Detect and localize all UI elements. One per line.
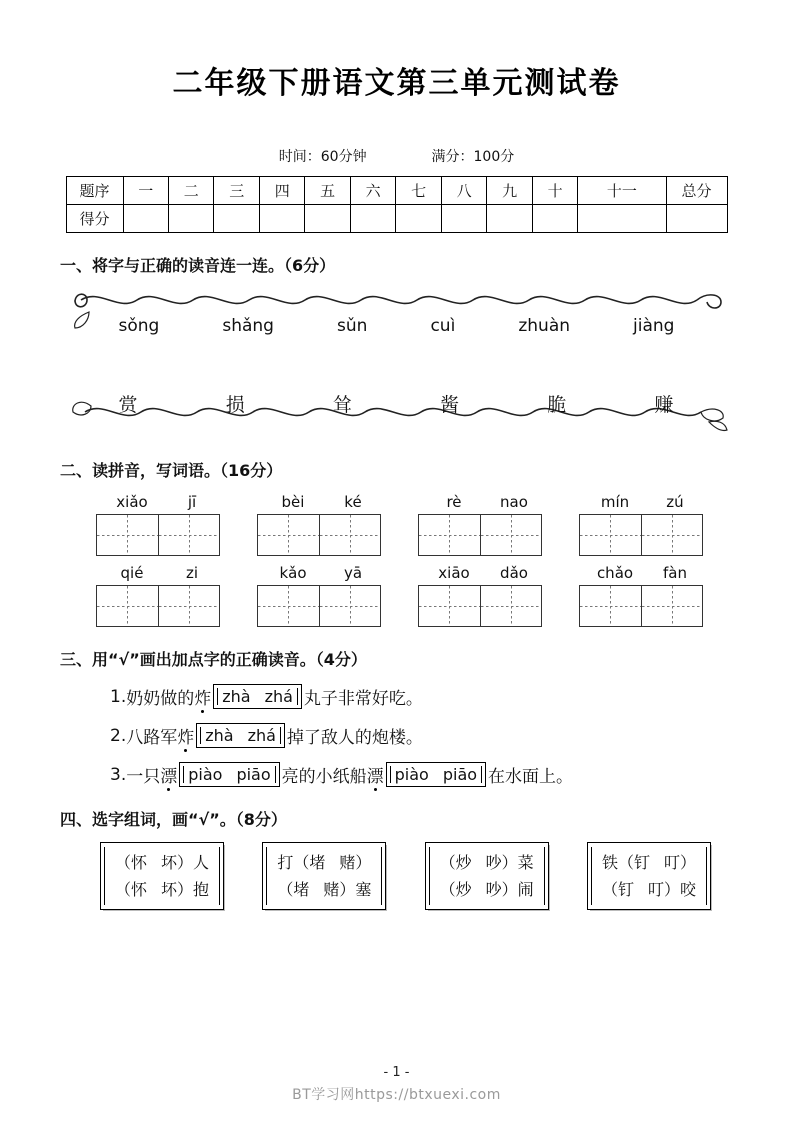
section-4-heading: 四、选字组词，画“√”。（8分） xyxy=(60,810,287,829)
question-number: 2. xyxy=(110,725,127,746)
word-pinyin xyxy=(96,564,224,582)
choice-a[interactable]: （堵 xyxy=(277,880,310,900)
reading-option[interactable]: zhà xyxy=(222,687,251,706)
pinyin-syllable: chǎo xyxy=(596,564,634,582)
word-pinyin xyxy=(418,493,546,511)
choice-b[interactable]: 吵）菜 xyxy=(485,853,534,872)
choose-char-line[interactable] xyxy=(109,849,215,876)
choose-char-exercise xyxy=(48,842,745,910)
write-word-item xyxy=(96,493,224,556)
reading-option[interactable]: zhá xyxy=(247,726,276,745)
write-word-item xyxy=(257,493,385,556)
choose-char-line[interactable] xyxy=(271,876,377,903)
choice-a[interactable]: （怀 xyxy=(115,853,148,872)
exam-full-score: 满分：100分 xyxy=(431,149,515,165)
pinyin-option-6[interactable]: jiàng xyxy=(633,316,675,336)
tianzi-grid[interactable] xyxy=(418,514,542,556)
word-pinyin xyxy=(579,493,707,511)
choice-a[interactable]: （钉 xyxy=(601,880,634,900)
tianzi-cell[interactable] xyxy=(580,586,641,626)
write-word-item xyxy=(579,493,707,556)
score-cell[interactable] xyxy=(441,205,486,233)
score-cell[interactable] xyxy=(259,205,304,233)
dotted-char: 炸 xyxy=(177,723,194,748)
choice-b[interactable]: 坏）人 xyxy=(161,853,210,872)
score-col-5: 五 xyxy=(305,177,350,205)
tianzi-grid[interactable] xyxy=(579,585,703,627)
pinyin-syllable: xiǎo xyxy=(116,493,148,511)
section-3-heading: 三、用“√”画出加点字的正确读音。（4分） xyxy=(60,650,367,669)
question-text-pre: 奶奶做的 xyxy=(126,689,195,709)
pinyin-options-row xyxy=(61,316,733,336)
pinyin-option-2[interactable]: shǎng xyxy=(222,316,274,336)
section-2-heading: 二、读拼音，写词语。（16分） xyxy=(60,461,283,480)
score-col-total: 总分 xyxy=(666,177,727,205)
tianzi-cell[interactable] xyxy=(319,586,381,626)
score-cell[interactable] xyxy=(123,205,168,233)
question-text-end: 在水面上。 xyxy=(488,767,574,787)
pinyin-syllable: nao xyxy=(500,493,528,511)
score-cell[interactable] xyxy=(396,205,441,233)
pinyin-syllable: yā xyxy=(343,564,363,582)
write-word-item xyxy=(418,564,546,627)
reading-option[interactable]: piāo xyxy=(236,765,271,784)
choose-char-group-4[interactable] xyxy=(587,842,711,910)
exam-meta xyxy=(48,146,745,166)
score-col-7: 七 xyxy=(396,177,441,205)
exam-time: 时间：60分钟 xyxy=(278,149,367,165)
choice-b[interactable]: 坏）抱 xyxy=(161,880,210,900)
choice-a[interactable]: 打（堵 xyxy=(277,853,326,872)
tianzi-cell[interactable] xyxy=(158,586,220,626)
tianzi-cell[interactable] xyxy=(258,515,319,555)
choose-char-line[interactable] xyxy=(109,876,215,903)
tianzi-grid[interactable] xyxy=(418,585,542,627)
choose-char-group-1[interactable] xyxy=(100,842,224,910)
tianzi-grid[interactable] xyxy=(257,585,381,627)
pinyin-syllable: qié xyxy=(120,564,144,582)
choose-char-line[interactable] xyxy=(596,876,702,903)
tianzi-cell[interactable] xyxy=(97,515,158,555)
reading-option[interactable]: zhà xyxy=(205,726,234,745)
tianzi-cell[interactable] xyxy=(319,515,381,555)
page-footer xyxy=(0,1065,793,1104)
score-cell[interactable] xyxy=(168,205,213,233)
dotted-char: 漂 xyxy=(160,762,177,787)
write-word-item xyxy=(257,564,385,627)
score-col-9: 九 xyxy=(487,177,532,205)
score-cell[interactable] xyxy=(305,205,350,233)
tianzi-cell[interactable] xyxy=(480,515,542,555)
score-cell[interactable] xyxy=(214,205,259,233)
tianzi-grid[interactable] xyxy=(96,514,220,556)
choice-a[interactable]: （炒 xyxy=(439,880,472,900)
choice-a[interactable]: （怀 xyxy=(115,880,148,900)
pinyin-syllable: zú xyxy=(666,493,684,511)
choose-char-line[interactable] xyxy=(434,849,540,876)
question-number: 3. xyxy=(110,764,127,785)
word-pinyin xyxy=(257,493,385,511)
score-col-1: 一 xyxy=(123,177,168,205)
word-pinyin xyxy=(579,564,707,582)
reading-option[interactable]: piào xyxy=(394,765,429,784)
reading-option[interactable]: zhá xyxy=(264,687,293,706)
question-row-3 xyxy=(110,762,745,787)
hanzi-option-6[interactable]: 赚 xyxy=(654,394,675,416)
score-col-2: 二 xyxy=(168,177,213,205)
pinyin-syllable: dǎo xyxy=(500,564,528,582)
watermark-text: BT学习网https://btxuexi.com xyxy=(292,1087,501,1103)
pinyin-option-3[interactable]: sǔn xyxy=(337,316,368,336)
reading-option[interactable]: piào xyxy=(188,765,223,784)
write-word-item xyxy=(579,564,707,627)
table-row-scores xyxy=(66,205,727,233)
tianzi-grid[interactable] xyxy=(579,514,703,556)
hanzi-option-5[interactable]: 脆 xyxy=(547,394,568,416)
pinyin-syllable: jī xyxy=(187,493,197,511)
tianzi-cell[interactable] xyxy=(641,586,703,626)
pinyin-syllable: mín xyxy=(600,493,630,511)
reading-option-box-2[interactable] xyxy=(386,762,486,787)
choose-char-line[interactable] xyxy=(596,849,702,876)
dotted-char: 炸 xyxy=(194,684,211,709)
score-cell[interactable] xyxy=(578,205,666,233)
question-text-post: 丸子非常好吃。 xyxy=(303,689,423,709)
score-col-6: 六 xyxy=(350,177,395,205)
pinyin-syllable: ké xyxy=(344,493,362,511)
question-text-post: 掉了敌人的炮楼。 xyxy=(286,728,423,748)
score-cell-total[interactable] xyxy=(666,205,727,233)
score-cell[interactable] xyxy=(487,205,532,233)
page-number: - 1 - xyxy=(383,1065,410,1080)
score-col-4: 四 xyxy=(259,177,304,205)
question-text-pre: 一只 xyxy=(126,767,161,787)
choice-b[interactable]: 赌） xyxy=(339,853,372,872)
dotted-char-2: 漂 xyxy=(367,762,384,787)
pinyin-option-5[interactable]: zhuàn xyxy=(518,316,571,336)
choice-b[interactable]: 赌）塞 xyxy=(323,880,372,900)
reading-option-box[interactable] xyxy=(213,684,302,709)
write-word-item xyxy=(96,564,224,627)
choice-b[interactable]: 吵）闹 xyxy=(485,880,534,900)
pinyin-syllable: fàn xyxy=(663,564,687,582)
write-words-row-2 xyxy=(48,564,745,627)
choose-char-line[interactable] xyxy=(434,876,540,903)
tianzi-cell[interactable] xyxy=(419,586,480,626)
pinyin-syllable: rè xyxy=(446,493,462,511)
choose-char-line[interactable] xyxy=(271,849,377,876)
score-row-label-2: 得分 xyxy=(66,205,123,233)
hanzi-option-4[interactable]: 酱 xyxy=(440,394,461,416)
pinyin-option-4[interactable]: cuì xyxy=(430,316,456,336)
question-row-1 xyxy=(110,684,745,709)
question-number: 1. xyxy=(110,686,127,707)
score-cell[interactable] xyxy=(532,205,577,233)
pinyin-syllable: xiāo xyxy=(438,564,470,582)
score-col-8: 八 xyxy=(441,177,486,205)
score-cell[interactable] xyxy=(350,205,395,233)
tianzi-cell[interactable] xyxy=(580,515,641,555)
score-table xyxy=(66,176,728,233)
question-row-2 xyxy=(110,723,745,748)
tianzi-cell[interactable] xyxy=(97,586,158,626)
tianzi-cell[interactable] xyxy=(419,515,480,555)
write-word-item xyxy=(418,493,546,556)
word-pinyin xyxy=(96,493,224,511)
choice-b[interactable]: 叮）咬 xyxy=(647,880,696,900)
question-text-mid: 亮的小纸船 xyxy=(281,767,367,787)
table-row-header xyxy=(66,177,727,205)
write-words-exercise xyxy=(48,493,745,627)
choice-a[interactable]: 铁（钉 xyxy=(601,853,650,872)
tianzi-cell[interactable] xyxy=(258,586,319,626)
score-col-10: 十 xyxy=(532,177,577,205)
tianzi-cell[interactable] xyxy=(480,586,542,626)
hanzi-option-1[interactable]: 赏 xyxy=(118,394,139,416)
pinyin-syllable: bèi xyxy=(281,493,305,511)
score-col-3: 三 xyxy=(214,177,259,205)
matching-exercise xyxy=(61,286,733,438)
reading-option-box[interactable] xyxy=(196,723,285,748)
reading-option-box[interactable] xyxy=(179,762,279,787)
write-words-row-1 xyxy=(48,493,745,556)
choice-a[interactable]: （炒 xyxy=(439,853,472,872)
word-pinyin xyxy=(418,564,546,582)
tianzi-cell[interactable] xyxy=(158,515,220,555)
tianzi-grid[interactable] xyxy=(96,585,220,627)
choose-char-group-3[interactable] xyxy=(425,842,549,910)
tianzi-grid[interactable] xyxy=(257,514,381,556)
score-row-label: 题序 xyxy=(66,177,123,205)
page-title: 二年级下册语文第三单元测试卷 xyxy=(172,66,621,101)
pinyin-syllable: kǎo xyxy=(279,564,307,582)
question-text-pre: 八路军 xyxy=(126,728,178,748)
word-pinyin xyxy=(257,564,385,582)
pinyin-option-1[interactable]: sǒng xyxy=(118,316,160,336)
pinyin-syllable: zi xyxy=(185,564,199,582)
hanzi-options-row xyxy=(61,390,733,417)
choice-b[interactable]: 叮） xyxy=(663,853,696,872)
hanzi-option-3[interactable]: 耸 xyxy=(332,394,353,416)
score-col-11: 十一 xyxy=(578,177,666,205)
reading-option[interactable]: piāo xyxy=(442,765,478,784)
choose-char-group-2[interactable] xyxy=(262,842,386,910)
hanzi-option-2[interactable]: 损 xyxy=(225,394,246,416)
section-1-heading: 一、将字与正确的读音连一连。（6分） xyxy=(60,256,336,275)
tianzi-cell[interactable] xyxy=(641,515,703,555)
